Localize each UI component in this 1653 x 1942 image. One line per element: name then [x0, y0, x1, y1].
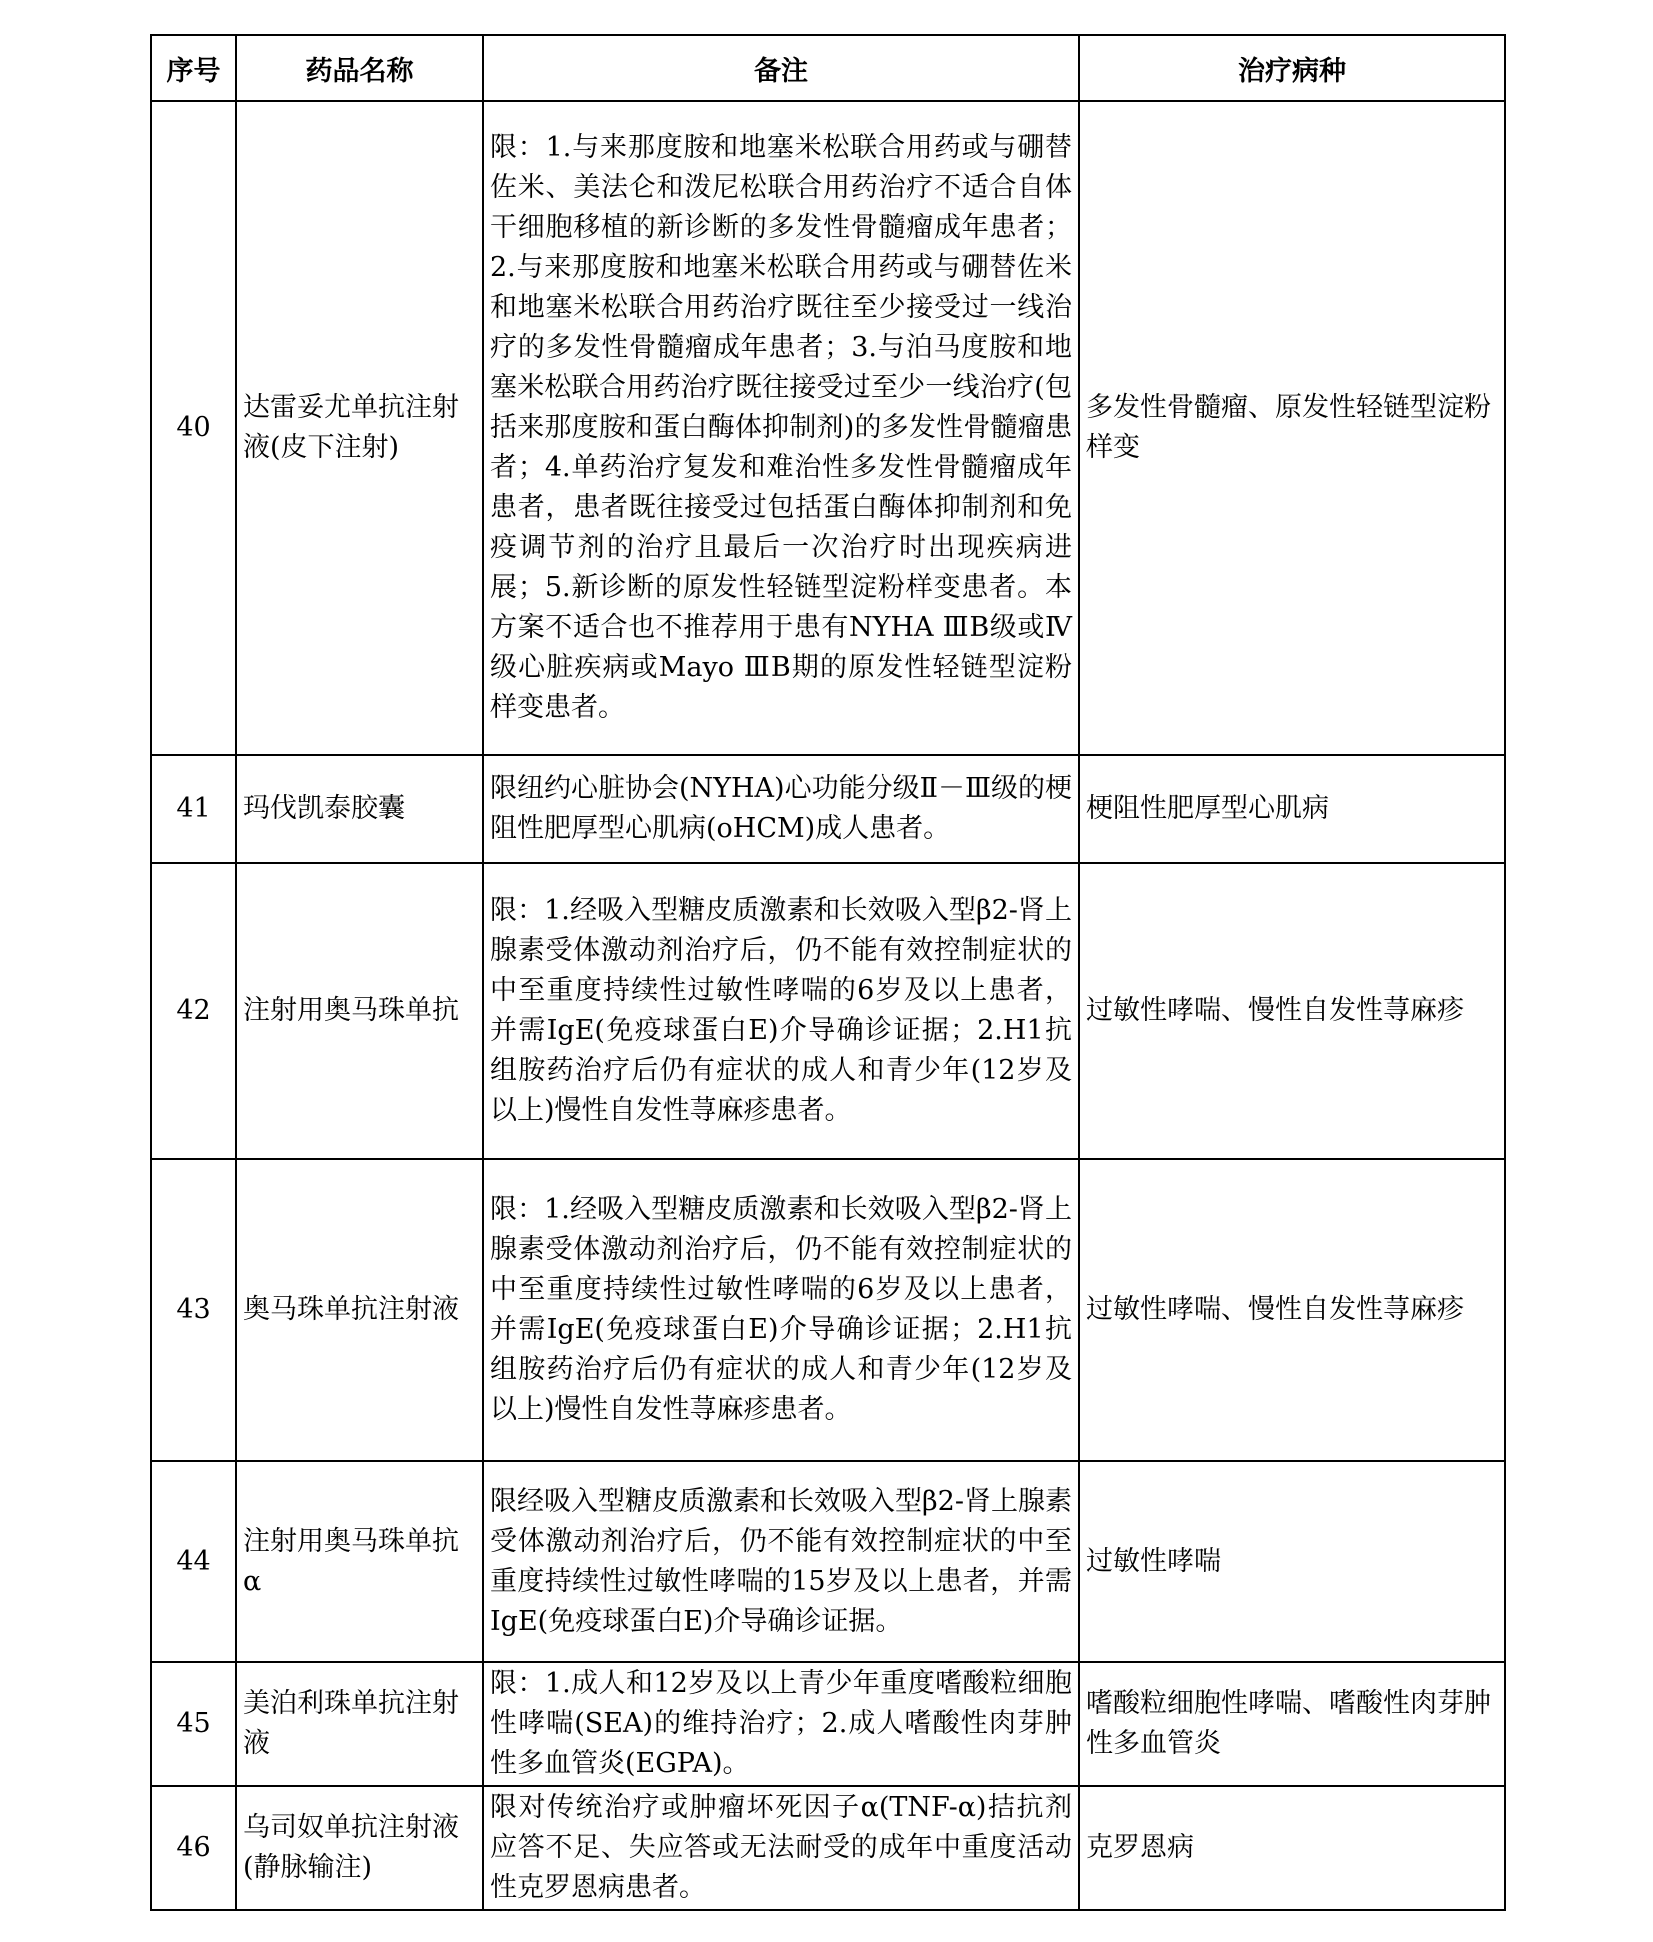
- row-note-text: 限对传统治疗或肿瘤坏死因子α(TNF-α)拮抗剂应答不足、失应答或无法耐受的成年中重度活动性克罗恩病患者。: [490, 1792, 1072, 1903]
- table-row: [151, 1662, 1505, 1786]
- row-no: 40: [151, 101, 236, 755]
- row-disease: 多发性骨髓瘤、原发性轻链型淀粉样变: [1079, 101, 1505, 755]
- row-no: 44: [151, 1461, 236, 1662]
- row-note: [483, 1159, 1079, 1461]
- row-no: 43: [151, 1159, 236, 1461]
- row-disease: 梗阻性肥厚型心肌病: [1079, 755, 1505, 863]
- row-note-text: 限经吸入型糖皮质激素和长效吸入型β2-肾上腺素受体激动剂治疗后，仍不能有效控制症状的中至重度持续性过敏性哮喘的15岁及以上患者，并需IgE(免疫球蛋白E)介导确诊证据。: [490, 1485, 1072, 1637]
- row-drug-name: 注射用奥马珠单抗α: [236, 1461, 483, 1662]
- table-header-row: [151, 35, 1505, 101]
- row-drug-name: 达雷妥尤单抗注射液(皮下注射): [236, 101, 483, 755]
- table-row: [151, 863, 1505, 1159]
- row-drug-name: 乌司奴单抗注射液(静脉输注): [236, 1786, 483, 1910]
- row-note: [483, 1662, 1079, 1786]
- table-row: [151, 1786, 1505, 1910]
- row-note-text: 限：1.成人和12岁及以上青少年重度嗜酸粒细胞性哮喘(SEA)的维持治疗；2.成人嗜酸性肉芽肿性多血管炎(EGPA)。: [490, 1668, 1072, 1779]
- row-no: 45: [151, 1662, 236, 1786]
- header-disease: 治疗病种: [1079, 35, 1505, 101]
- row-disease: 过敏性哮喘、慢性自发性荨麻疹: [1079, 863, 1505, 1159]
- row-note-text: 限：1.与来那度胺和地塞米松联合用药或与硼替佐米、美法仑和泼尼松联合用药治疗不适合自体干细胞移植的新诊断的多发性骨髓瘤成年患者；2.与来那度胺和地塞米松联合用药或与硼替佐米和地塞米松联合用药治疗既往至少接受过一线治疗的多发性骨髓瘤成年患者；3.与泊马度胺和地塞米松联合用药治疗既往接受过至少一线治疗(包括来那度胺和蛋白酶体抑制剂)的多发性骨髓瘤患者；4.单药治疗复发和难治性多发性骨髓瘤成年患者，患者既往接受过包括蛋白酶体抑制剂和免疫调节剂的治疗且最后一次治疗时出现疾病进展；5.新诊断的原发性轻链型淀粉样变患者。本方案不适合也不推荐用于患有NYHA ⅢB级或Ⅳ级心脏疾病或Mayo ⅢB期的原发性轻链型淀粉样变患者。: [490, 132, 1072, 723]
- row-drug-name: 玛伐凯泰胶囊: [236, 755, 483, 863]
- row-note-text: 限纽约心脏协会(NYHA)心功能分级Ⅱ－Ⅲ级的梗阻性肥厚型心肌病(oHCM)成人患者。: [490, 773, 1072, 844]
- header-no: 序号: [151, 35, 236, 101]
- drug-table: [150, 34, 1506, 1911]
- row-note: [483, 863, 1079, 1159]
- row-drug-name: 注射用奥马珠单抗: [236, 863, 483, 1159]
- row-disease: 嗜酸粒细胞性哮喘、嗜酸性肉芽肿性多血管炎: [1079, 1662, 1505, 1786]
- row-no: 41: [151, 755, 236, 863]
- row-disease: 过敏性哮喘: [1079, 1461, 1505, 1662]
- row-disease: 克罗恩病: [1079, 1786, 1505, 1910]
- row-no: 46: [151, 1786, 236, 1910]
- table-row: [151, 1159, 1505, 1461]
- header-note: 备注: [483, 35, 1079, 101]
- row-note: [483, 1461, 1079, 1662]
- row-drug-name: 美泊利珠单抗注射液: [236, 1662, 483, 1786]
- row-drug-name: 奥马珠单抗注射液: [236, 1159, 483, 1461]
- table-row: [151, 101, 1505, 755]
- row-note-text: 限：1.经吸入型糖皮质激素和长效吸入型β2-肾上腺素受体激动剂治疗后，仍不能有效控制症状的中至重度持续性过敏性哮喘的6岁及以上患者，并需IgE(免疫球蛋白E)介导确诊证据；2.H1抗组胺药治疗后仍有症状的成人和青少年(12岁及以上)慢性自发性荨麻疹患者。: [490, 1194, 1072, 1425]
- table-row: [151, 1461, 1505, 1662]
- row-no: 42: [151, 863, 236, 1159]
- row-note: [483, 101, 1079, 755]
- row-disease: 过敏性哮喘、慢性自发性荨麻疹: [1079, 1159, 1505, 1461]
- row-note: [483, 1786, 1079, 1910]
- header-drug-name: 药品名称: [236, 35, 483, 101]
- row-note-text: 限：1.经吸入型糖皮质激素和长效吸入型β2-肾上腺素受体激动剂治疗后，仍不能有效控制症状的中至重度持续性过敏性哮喘的6岁及以上患者，并需IgE(免疫球蛋白E)介导确诊证据；2.H1抗组胺药治疗后仍有症状的成人和青少年(12岁及以上)慢性自发性荨麻疹患者。: [490, 895, 1072, 1126]
- table-row: [151, 755, 1505, 863]
- row-note: [483, 755, 1079, 863]
